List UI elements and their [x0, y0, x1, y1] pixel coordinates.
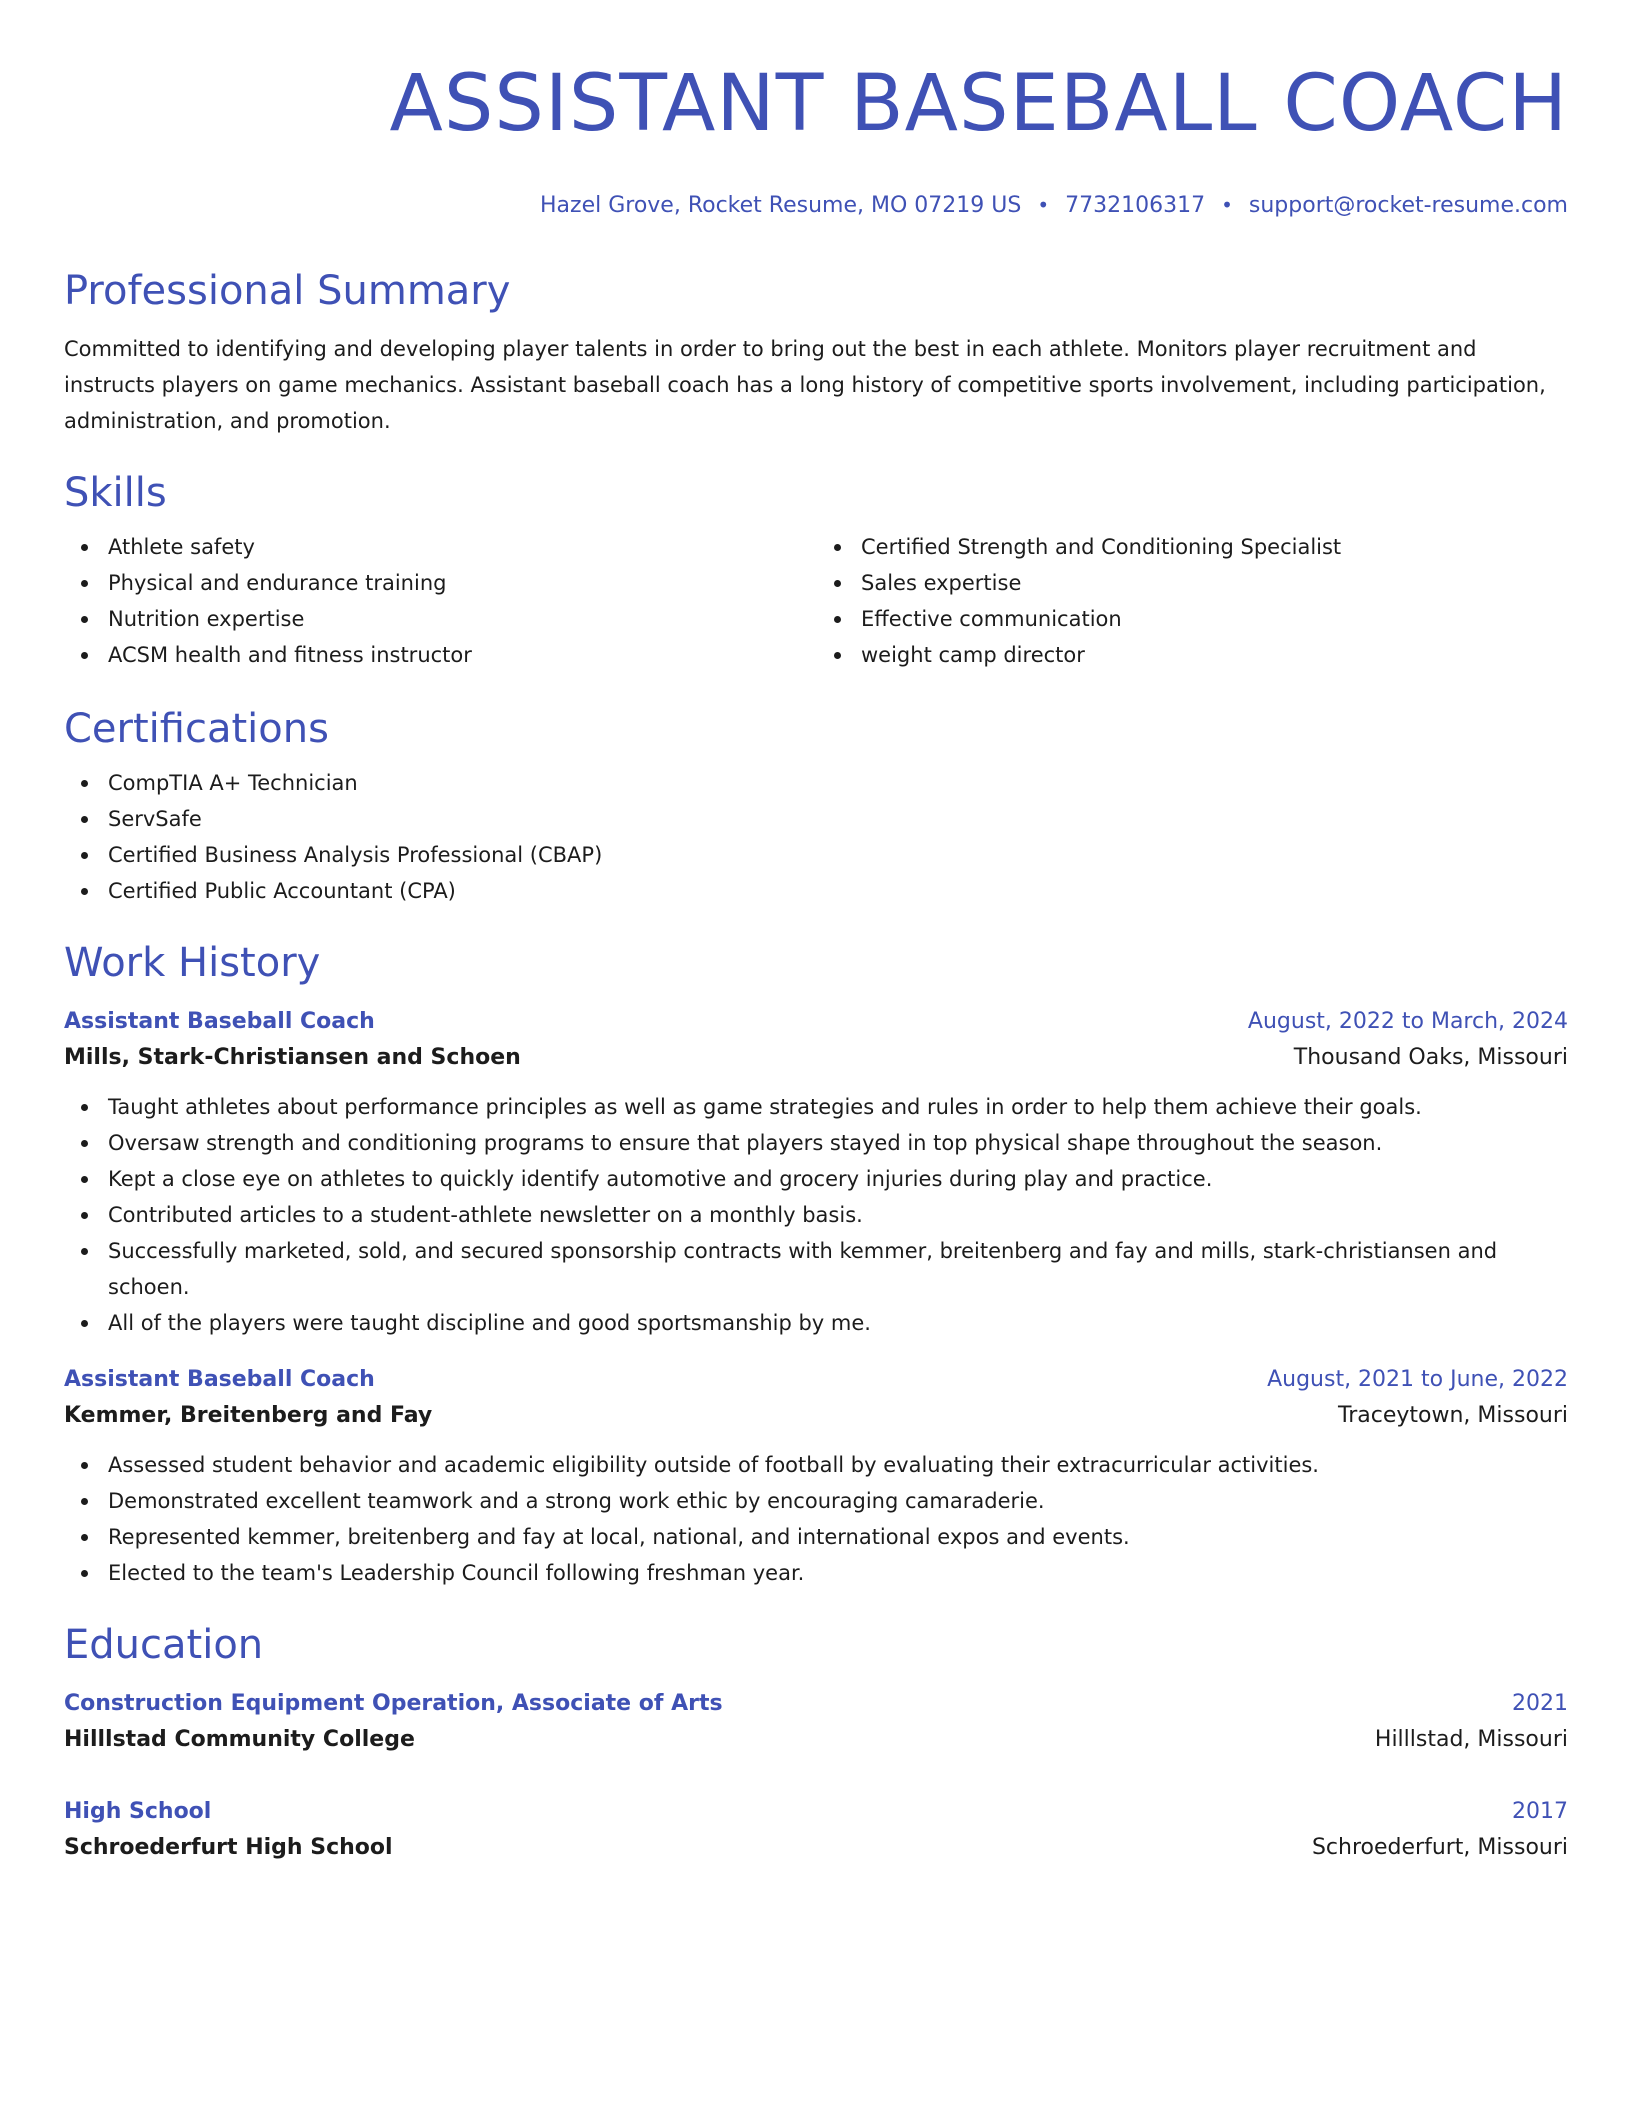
education-school: Schroederfurt High School — [64, 1835, 393, 1860]
education-header-row — [64, 1795, 1568, 1829]
skill-item: Sales expertise — [817, 565, 1568, 601]
education-year: 2017 — [1512, 1799, 1568, 1824]
job-bullet: Elected to the team's Leadership Council following freshman year. — [64, 1555, 1568, 1591]
job-bullet: Contributed articles to a student-athlete newsletter on a monthly basis. — [64, 1197, 1568, 1233]
job-company: Kemmer, Breitenberg and Fay — [64, 1403, 433, 1428]
contact-separator: • — [1221, 193, 1233, 217]
education-year: 2021 — [1512, 1691, 1568, 1716]
certification-item: ServSafe — [64, 801, 1568, 837]
contact-email[interactable]: support@rocket-resume.com — [1248, 193, 1568, 218]
job-bullet: Demonstrated excellent teamwork and a strong work ethic by encouraging camaraderie. — [64, 1483, 1568, 1519]
skill-item: Athlete safety — [64, 529, 815, 565]
certification-item: Certified Business Analysis Professional (CBAP) — [64, 837, 1568, 873]
certifications-list — [64, 765, 1568, 909]
job-bullet: Taught athletes about performance principles as well as game strategies and rules in order to help them achieve their goals. — [64, 1089, 1568, 1125]
education-section — [64, 1619, 1568, 1867]
skills-heading: Skills — [64, 470, 167, 516]
skill-item: ACSM health and fitness instructor — [64, 637, 815, 673]
job-company: Mills, Stark-Christiansen and Schoen — [64, 1045, 521, 1070]
work-history-section — [64, 937, 1568, 1591]
skill-item: weight camp director — [817, 637, 1568, 673]
contact-phone: 7732106317 — [1065, 193, 1206, 218]
job-bullets — [64, 1447, 1568, 1591]
summary-heading: Professional Summary — [64, 268, 511, 314]
work-history-heading: Work History — [64, 940, 321, 986]
skill-item: Physical and endurance training — [64, 565, 815, 601]
job-bullet: Represented kemmer, breitenberg and fay at local, national, and international expos and events. — [64, 1519, 1568, 1555]
certifications-section — [64, 703, 1568, 909]
job-bullet: Assessed student behavior and academic eligibility outside of football by evaluating their extracurricular activities. — [64, 1447, 1568, 1483]
skills-list-left — [64, 529, 815, 673]
education-school-row — [64, 1721, 1568, 1759]
job-location: Thousand Oaks, Missouri — [1293, 1045, 1568, 1070]
job-bullet: Kept a close eye on athletes to quickly identify automotive and grocery injuries during play and practice. — [64, 1161, 1568, 1197]
job-bullet: Oversaw strength and conditioning programs to ensure that players stayed in top physical shape throughout the season. — [64, 1125, 1568, 1161]
job-bullets — [64, 1089, 1568, 1341]
skill-item: Nutrition expertise — [64, 601, 815, 637]
education-school: Hilllstad Community College — [64, 1727, 415, 1752]
job-title: Assistant Baseball Coach — [64, 1367, 375, 1392]
skill-item: Certified Strength and Conditioning Specialist — [817, 529, 1568, 565]
education-location: Schroederfurt, Missouri — [1311, 1835, 1568, 1860]
job-header-row — [64, 1005, 1568, 1039]
job-dates: August, 2022 to March, 2024 — [1247, 1009, 1568, 1034]
skills-list-right — [815, 529, 1568, 673]
education-entry — [64, 1687, 1568, 1759]
summary-text: Committed to identifying and developing player talents in order to bring out the best in each athlete. Monitors player recruitment and instructs players on game mechanics. Assistant baseball coach has a long history of competitive sports involvement, including participation, administration, and promotion. — [64, 337, 1546, 433]
job-header-row — [64, 1363, 1568, 1397]
job-company-row — [64, 1039, 1568, 1077]
job-bullet: Successfully marketed, sold, and secured sponsorship contracts with kemmer, breitenberg and fay and mills, stark-christiansen and schoen. — [64, 1233, 1568, 1305]
certification-item: Certified Public Accountant (CPA) — [64, 873, 1568, 909]
education-location: Hilllstad, Missouri — [1374, 1727, 1568, 1752]
contact-address: Hazel Grove, Rocket Resume, MO 07219 US — [540, 193, 1022, 218]
education-heading: Education — [64, 1622, 264, 1668]
certifications-heading: Certifications — [64, 706, 329, 752]
job-dates: August, 2021 to June, 2022 — [1267, 1367, 1568, 1392]
contact-separator: • — [1037, 193, 1050, 217]
skills-section — [64, 467, 1568, 673]
skills-grid — [64, 529, 1568, 673]
education-header-row — [64, 1687, 1568, 1721]
education-degree: High School — [64, 1799, 212, 1824]
job-entry — [64, 1363, 1568, 1591]
education-school-row — [64, 1829, 1568, 1867]
job-location: Traceytown, Missouri — [1338, 1403, 1568, 1428]
education-entry — [64, 1795, 1568, 1867]
job-entry — [64, 1005, 1568, 1341]
summary-section — [64, 265, 1568, 439]
job-title: Assistant Baseball Coach — [64, 1009, 375, 1034]
contact-line — [64, 190, 1568, 221]
certification-item: CompTIA A+ Technician — [64, 765, 1568, 801]
education-degree: Construction Equipment Operation, Associate of Arts — [64, 1691, 723, 1716]
job-company-row — [64, 1397, 1568, 1435]
job-bullet: All of the players were taught discipline and good sportsmanship by me. — [64, 1305, 1568, 1341]
skill-item: Effective communication — [817, 601, 1568, 637]
resume-title: ASSISTANT BASEBALL COACH — [389, 59, 1568, 149]
